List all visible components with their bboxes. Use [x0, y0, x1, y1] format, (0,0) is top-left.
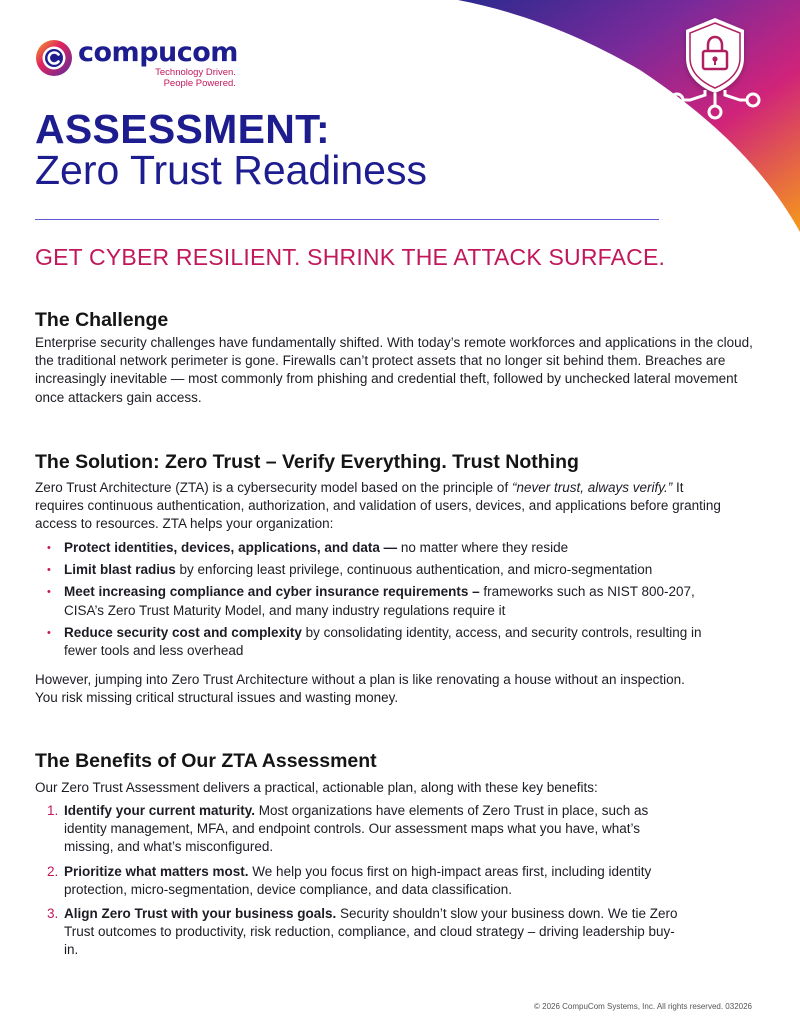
benefits-list: [35, 802, 685, 966]
challenge-heading: The Challenge: [35, 309, 169, 331]
benefit-text: Security shouldn’t slow your business down. We tie Zero Trust outcomes to productivity, risk reduction, compliance, and cloud strategy – driving leadership buy-in.: [64, 906, 678, 958]
list-item: [35, 624, 735, 660]
brand-tagline: [78, 67, 238, 89]
bullet-bold: Reduce security cost and complexity: [64, 624, 302, 640]
bullet-dot-icon: •: [47, 542, 51, 554]
brand-name: compucom: [78, 37, 238, 68]
benefits-intro: Our Zero Trust Assessment delivers a practical, actionable plan, along with these key benefits:: [35, 780, 598, 795]
bullet-bold: Protect identities, devices, applications, and data —: [64, 540, 398, 555]
list-item: [35, 863, 685, 899]
page-title-line2: Zero Trust Readiness: [35, 147, 427, 193]
title-divider: [35, 219, 659, 220]
benefit-text: We help you focus first on high-impact areas first, including identity protection, micro-segmentation, device compliance, and data classification.: [64, 863, 652, 897]
list-number: 1.: [47, 803, 59, 818]
page-title-line1: ASSESSMENT:: [35, 106, 330, 152]
bullet-text: frameworks such as NIST 800-207, CISA’s Zero Trust Maturity Model, and many industry regulations require it: [64, 584, 695, 618]
compucom-logo-icon: [35, 39, 73, 77]
solution-intro: [35, 479, 735, 534]
compucom-logo: [35, 38, 238, 89]
list-item: [35, 561, 735, 579]
list-number: 3.: [47, 906, 59, 922]
solution-intro-quote: “never trust, always verify.”: [511, 480, 673, 495]
benefit-bold: Identify your current maturity.: [64, 803, 256, 818]
list-item: [35, 802, 685, 857]
bullet-text: by consolidating identity, access, and security controls, resulting in fewer tools and less overhead: [64, 624, 702, 659]
brand-tagline-line1: Technology Driven.: [155, 67, 236, 78]
bullet-text: by enforcing least privilege, continuous authentication, and micro-segmentation: [175, 562, 653, 578]
list-item: [35, 539, 735, 557]
solution-bullet-list: [35, 539, 735, 664]
list-item: [35, 905, 685, 960]
list-item: [35, 583, 735, 619]
bullet-bold: Meet increasing compliance and cyber insurance requirements –: [64, 584, 480, 600]
footer-copyright: © 2026 CompuCom Systems, Inc. All rights reserved. 032026: [534, 1002, 752, 1011]
solution-heading: The Solution: Zero Trust – Verify Everything. Trust Nothing: [35, 451, 579, 473]
solution-closing: However, jumping into Zero Trust Architecture without a plan is like renovating a house without an inspection. You risk missing critical structural issues and wasting money.: [35, 672, 685, 706]
bullet-dot-icon: •: [47, 626, 51, 639]
bullet-dot-icon: •: [47, 564, 51, 577]
bullet-text: no matter where they reside: [397, 540, 569, 555]
page-tagline: GET CYBER RESILIENT. SHRINK THE ATTACK SURFACE.: [35, 244, 666, 270]
benefit-text: Most organizations have elements of Zero Trust in place, such as identity management, MFA, and endpoint controls. Our assessment maps what you have, what’s missing, and what’s misconfigured.: [64, 803, 649, 855]
benefit-bold: Align Zero Trust with your business goals.: [64, 906, 337, 922]
challenge-body: Enterprise security challenges have fundamentally shifted. With today’s remote workforces and applications in the cloud, the traditional network perimeter is gone. Firewalls can’t protect assets that no longer sit behind them. Breaches are increasingly inevitable — most commonly from phishing and credential theft, followed by unchecked lateral movement once attackers gain access.: [35, 335, 753, 405]
benefit-bold: Prioritize what matters most.: [64, 863, 249, 879]
brand-tagline-line2: People Powered.: [163, 78, 236, 89]
solution-intro-before: Zero Trust Architecture (ZTA) is a cybersecurity model based on the principle of: [35, 480, 512, 495]
solution-intro-after: It requires continuous authentication, authorization, and validation of users, devices, and applications before granting access to resources. ZTA helps your organization:: [35, 480, 721, 532]
benefits-heading: The Benefits of Our ZTA Assessment: [35, 750, 377, 772]
bullet-bold: Limit blast radius: [64, 562, 176, 578]
bullet-dot-icon: •: [47, 586, 51, 599]
list-number: 2.: [47, 863, 59, 879]
